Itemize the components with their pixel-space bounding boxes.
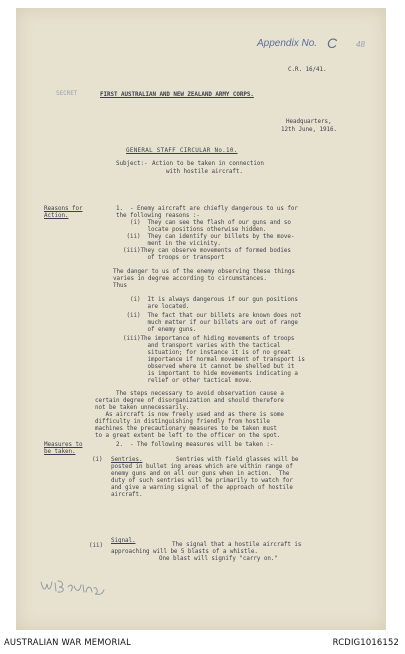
- reference-number: C.R. 16/41.: [288, 67, 327, 73]
- item2-heading: Signal.: [111, 538, 136, 544]
- text-line: relief or other tactical move.: [116, 378, 253, 384]
- text-line: One blast will signify "carry on.": [145, 556, 278, 562]
- section2-intro: 2. - The following measures will be taken :-: [116, 442, 274, 448]
- text-line: is important to hide movements indicating a: [116, 371, 298, 377]
- appendix-label: Appendix No.: [257, 38, 318, 49]
- text-line: (iii)They can observe movements of formed bodies: [116, 248, 291, 254]
- signature-mark: [38, 572, 108, 602]
- text-line: ment in the vicinity.: [116, 241, 221, 247]
- text-line: of enemy guns.: [116, 327, 197, 333]
- text-line: not be taken unnecessarily.: [95, 405, 190, 411]
- text-line: Thus: [113, 283, 127, 289]
- subject-line-1: Action to be taken in connection: [152, 161, 264, 167]
- text-line: of troops or transport: [116, 255, 225, 261]
- text-line: The steps necessary to avoid observation cause a: [95, 391, 284, 397]
- item1-number: (i): [92, 457, 103, 463]
- text-line: The danger to us of the enemy observing these things: [113, 269, 295, 275]
- text-line: much matter if our billets are out of range: [116, 320, 298, 326]
- text-line: difficulty in distinguishing friendly from hostile: [95, 419, 270, 425]
- text-line: importance if normal movement of transport is: [116, 357, 305, 363]
- text-line: to a great extent be left to the officer on the spot.: [95, 433, 281, 439]
- text-line: (i) It is always dangerous if our gun positions: [116, 297, 298, 303]
- side-label-taken: be taken.: [44, 449, 76, 455]
- text-line: and give a warning signal of the approach of hostile: [111, 485, 293, 491]
- side-label-measures: Measures to: [44, 442, 83, 448]
- text-line: duty of such sentries will be primarily to watch for: [111, 478, 293, 484]
- text-line: approaching will be 5 blasts of a whistle.: [111, 549, 258, 555]
- text-line: (ii) They can identify our billets by the move-: [116, 234, 295, 240]
- formation-heading: FIRST AUSTRALIAN AND NEW ZEALAND ARMY CORPS.: [100, 92, 254, 98]
- side-label-action: Action.: [44, 213, 69, 219]
- text-line: (iii)The importance of hiding movements of troops: [116, 336, 295, 342]
- text-line: are located.: [116, 304, 190, 310]
- text-line: (ii) The fact that our billets are known does not: [116, 313, 302, 319]
- text-line: the following reasons :-: [116, 213, 200, 219]
- text-line: posted in bullet ing areas which are within range of: [111, 464, 293, 470]
- text-line: certain degree of disorganization and should therefore: [95, 398, 284, 404]
- item2-number: (ii): [89, 543, 103, 549]
- text-line: (i) They can see the flash of our guns and so: [116, 220, 291, 226]
- appendix-number: C: [327, 35, 338, 51]
- faint-stamp: SECRET: [56, 90, 78, 97]
- circular-title: GENERAL STAFF CIRCULAR No.10.: [126, 148, 238, 154]
- subject-line-2: with hostile aircraft.: [166, 169, 243, 175]
- text-line: As aircraft is now freely used and as there is some: [95, 412, 284, 418]
- text-line: and transport varies with the tactical: [116, 343, 281, 349]
- side-label-reasons: Reasons for: [44, 206, 83, 212]
- text-line: aircraft.: [111, 492, 143, 498]
- text-line: locate positions otherwise hidden.: [116, 227, 267, 233]
- footer-institution: AUSTRALIAN WAR MEMORIAL: [4, 637, 131, 647]
- text-line: The signal that a hostile aircraft is: [172, 542, 302, 548]
- text-line: machines the precautionary measures to be taken must: [95, 426, 277, 432]
- footer-record-id: RCDIG1016152: [332, 637, 399, 647]
- text-line: observed where it cannot be shelled but it: [116, 364, 295, 370]
- text-line: varies in degree according to circumstances.: [113, 276, 267, 282]
- pencil-number: 48: [356, 40, 365, 49]
- item1-heading: Sentries.: [111, 457, 143, 463]
- text-line: situation; for instance it is of no great: [116, 350, 291, 356]
- text-line: enemy guns and on all our guns when in action. The: [111, 471, 290, 477]
- hq-place: Headquarters,: [286, 119, 332, 125]
- text-line: 1. - Enemy aircraft are chiefly dangerous to us for: [116, 206, 298, 212]
- hq-date: 12th June, 1916.: [281, 127, 337, 133]
- subject-label: Subject:-: [116, 161, 148, 167]
- text-line: Sentries with field glasses will be: [176, 457, 299, 463]
